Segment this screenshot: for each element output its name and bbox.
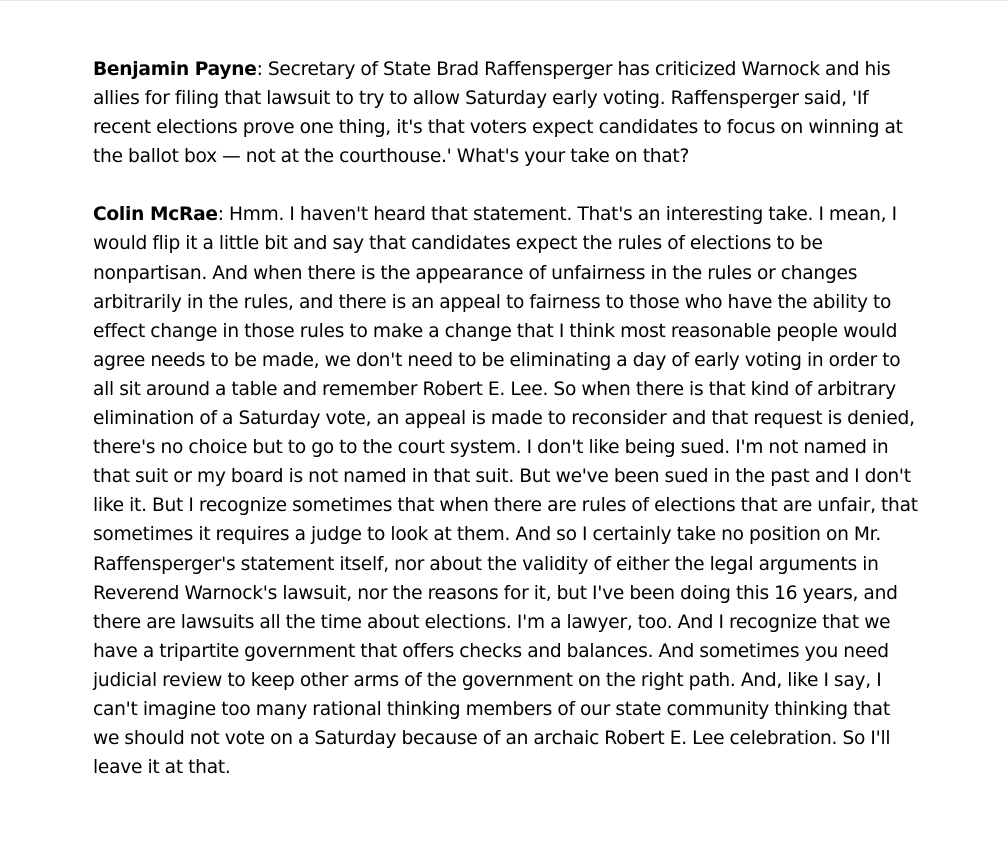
top-divider	[0, 0, 1008, 1]
transcript-paragraph-payne	[93, 55, 919, 171]
speaker-name: Colin McRae	[93, 204, 218, 226]
paragraph-text: : Hmm. I haven't heard that statement. That's an interesting take. I mean, I would flip it a little bit and say that candidates expect the rules of elections to be nonpartisan. And when there is the appearance of unfairness in the rules or changes arbitrarily in the rules, and there is an appeal to fairness to those who have the ability to effect change in those rules to make a change that I think most reasonable people would agree needs to be made, we don't need to be eliminating a day of early voting in order to all sit around a table and remember Robert E. Lee. So when there is that kind of arbitrary elimination of a Saturday vote, an appeal is made to reconsider and that request is denied, there's no choice but to go to the court system. I don't like being sued. I'm not named in that suit or my board is not named in that suit. But we've been sued in the past and I don't like it. But I recognize sometimes that when there are rules of elections that are unfair, that sometimes it requires a judge to look at them. And so I certainly take no position on Mr. Raffensperger's statement itself, nor about the validity of either the legal arguments in Reverend Warnock's lawsuit, nor the reasons for it, but I've been doing this 16 years, and there are lawsuits all the time about elections. I'm a lawyer, too. And I recognize that we have a tripartite government that offers checks and balances. And sometimes you need judicial review to keep other arms of the government on the right path. And, like I say, I can't imagine too many rational thinking members of our state community thinking that we should not vote on a Saturday because of an archaic Robert E. Lee celebration. So I'll leave it at that.	[93, 204, 918, 779]
speaker-name: Benjamin Payne	[93, 59, 257, 80]
paragraph-text: : Secretary of State Brad Raffensperger has criticized Warnock and his allies for filing that lawsuit to try to allow Saturday early voting. Raffensperger said, 'If recent elections prove one thing, it's that voters expect candidates to focus on winning at the ballot box — not at the courthouse.' What's your take on that?	[93, 59, 903, 168]
document-body	[93, 55, 919, 782]
transcript-paragraph-mcrae	[93, 200, 919, 782]
